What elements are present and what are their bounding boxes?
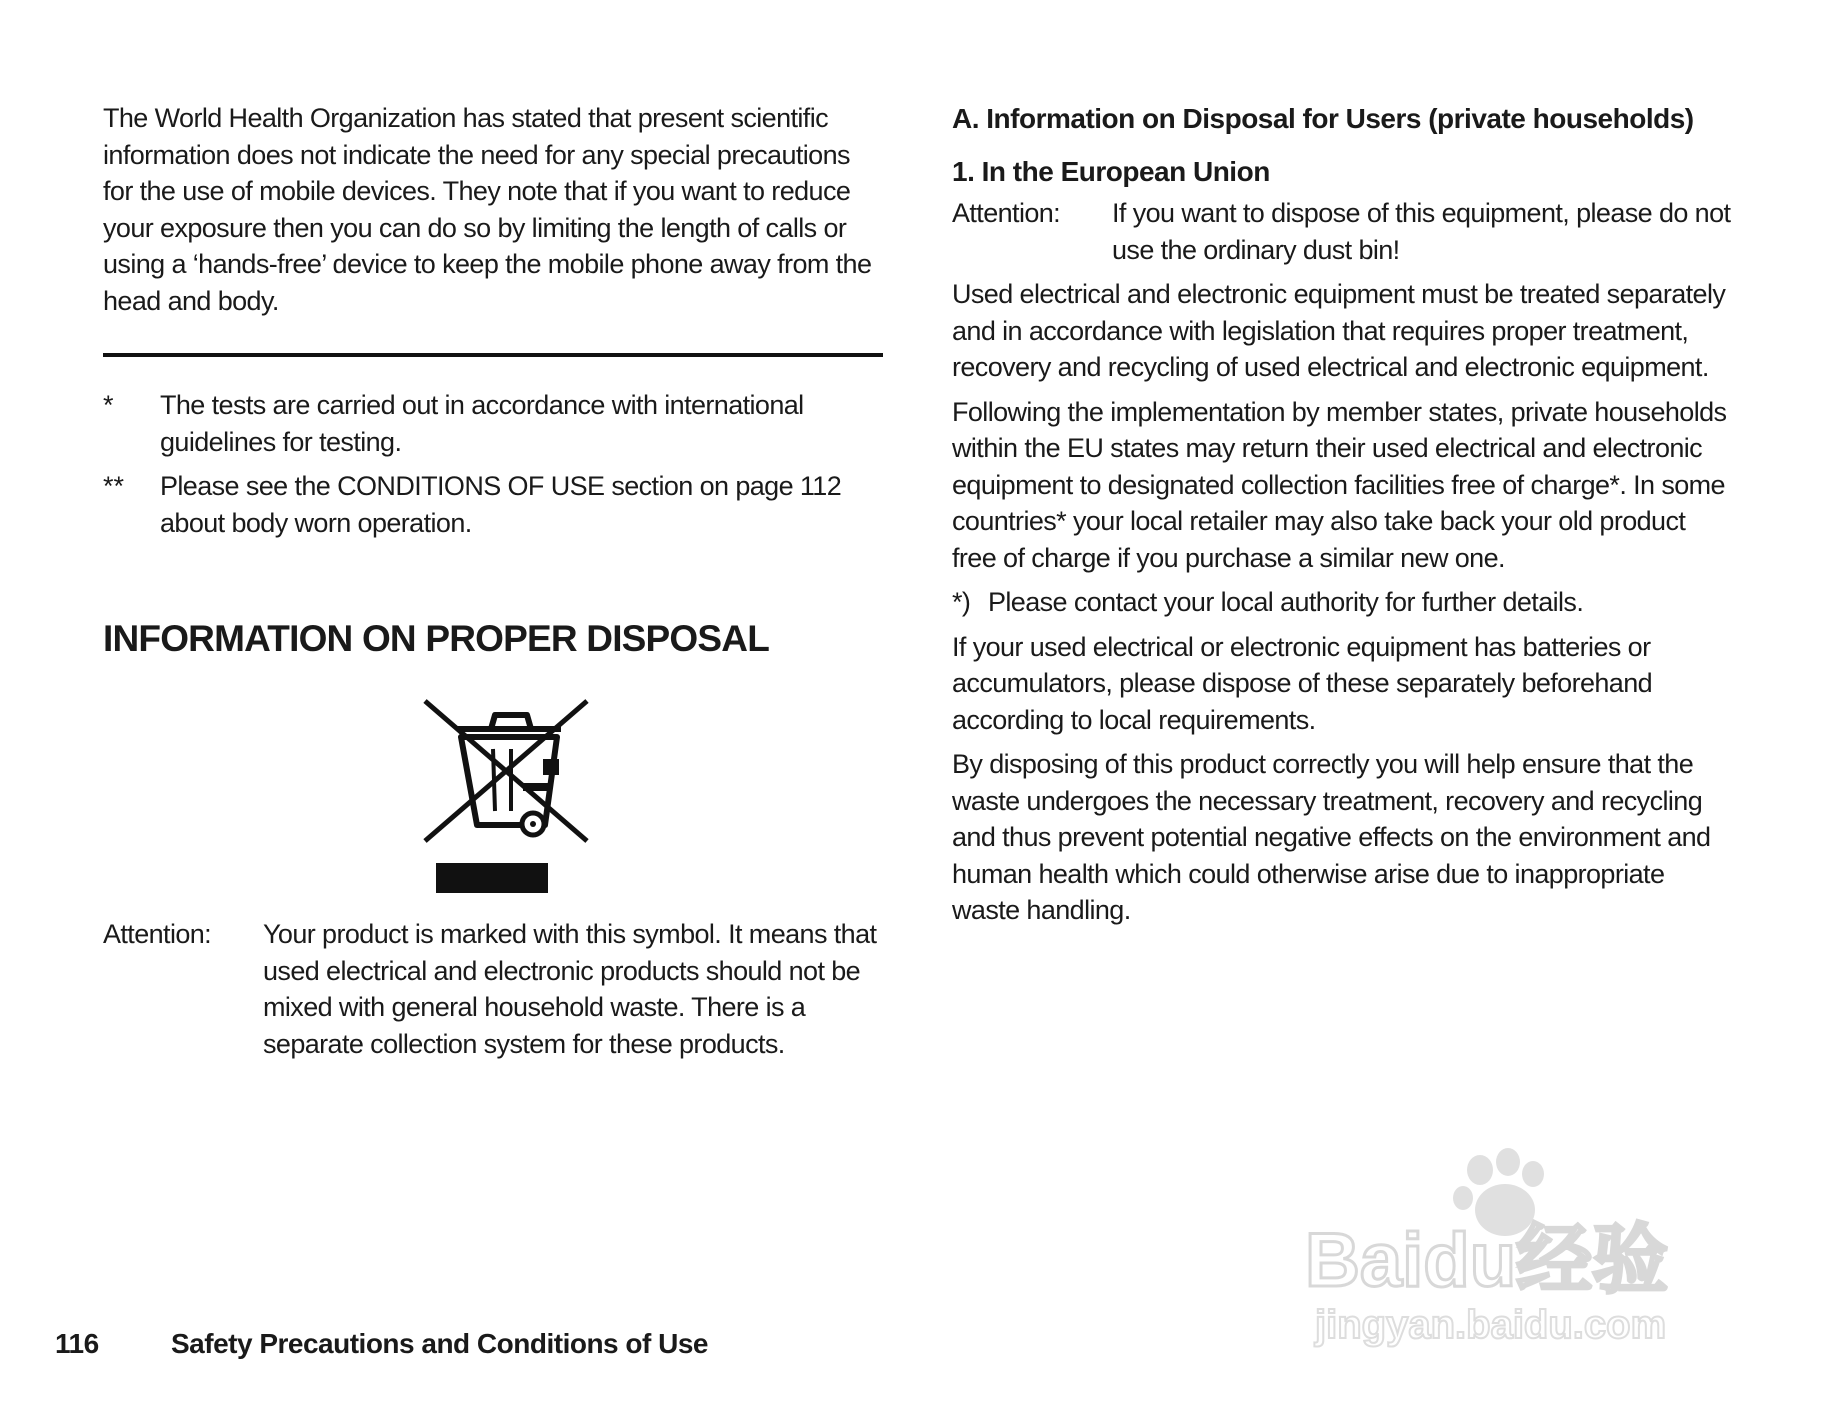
page-number: 116 <box>55 1328 99 1359</box>
footnote-item <box>103 387 883 460</box>
attention-label: Attention: <box>952 198 1061 228</box>
attention-note <box>103 916 883 1062</box>
attention-text: Your product is marked with this symbol. It means that used electrical and electronic products should not be mixed with general household waste. There is a separate collection system for these products. <box>263 919 877 1059</box>
heading-a: A. Information on Disposal for Users (private households) <box>952 103 1694 134</box>
section-heading: INFORMATION ON PROPER DISPOSAL <box>103 618 770 659</box>
watermark-url: jingyan.baidu.com <box>1315 1303 1667 1347</box>
crossed-out-wheelie-bin-icon <box>421 697 601 907</box>
paragraph: If your used electrical or electronic equipment has batteries or accumulators, please dispose of these separately beforehand according to local requirements. <box>952 631 1653 735</box>
footnote-item <box>103 468 883 541</box>
left-attention-block <box>103 916 883 1062</box>
footnote-mark: * <box>103 390 114 420</box>
paragraph: Following the implementation by member states, private households within the EU states may return their used electrical and electronic equipment to designated collection facilities free of charge*. In some countries* your local retailer may also take back your old product free of charge if you purchase a similar new one. <box>952 396 1727 573</box>
paragraph: Used electrical and electronic equipment must be treated separately and in accordance with legislation that requires proper treatment, recovery and recycling of used electrical and electronic equipment. <box>952 279 1726 382</box>
footnote-text: Please see the CONDITIONS OF USE section on page 112 about body worn operation. <box>160 471 842 538</box>
page-footer <box>55 1328 708 1360</box>
baidu-watermark <box>1305 1148 1735 1348</box>
footnote-text: Please contact your local authority for further details. <box>988 587 1584 617</box>
attention-text: If you want to dispose of this equipment, please do not use the ordinary dust bin! <box>1112 198 1731 265</box>
right-column <box>952 100 1732 929</box>
footer-section-title: Safety Precautions and Conditions of Use <box>171 1328 708 1359</box>
footnote-mark: *) <box>952 587 971 617</box>
heading-1: 1. In the European Union <box>952 156 1270 187</box>
left-column <box>103 100 883 661</box>
horizontal-rule <box>103 353 883 357</box>
intro-paragraph: The World Health Organization has stated that present scientific information does not indicate the need for any special precautions for the use of mobile devices. They note that if you want to reduce your exposure then you can do so by limiting the length of calls or using a ‘hands-free’ device to keep the mobile phone away from the head and body. <box>103 103 872 316</box>
paragraph: By disposing of this product correctly you will help ensure that the waste undergoes the necessary treatment, recovery and recycling and thus prevent potential negative effects on the environment and human health which could otherwise arise due to inappropriate waste handling. <box>952 749 1711 925</box>
footnote-mark: ** <box>103 471 125 501</box>
watermark-brand: Baidu经验 <box>1305 1218 1669 1303</box>
footnote-item <box>952 584 1732 621</box>
attention-label: Attention: <box>103 919 212 949</box>
footnote-text: The tests are carried out in accordance with international guidelines for testing. <box>160 390 804 457</box>
attention-note <box>952 195 1732 268</box>
